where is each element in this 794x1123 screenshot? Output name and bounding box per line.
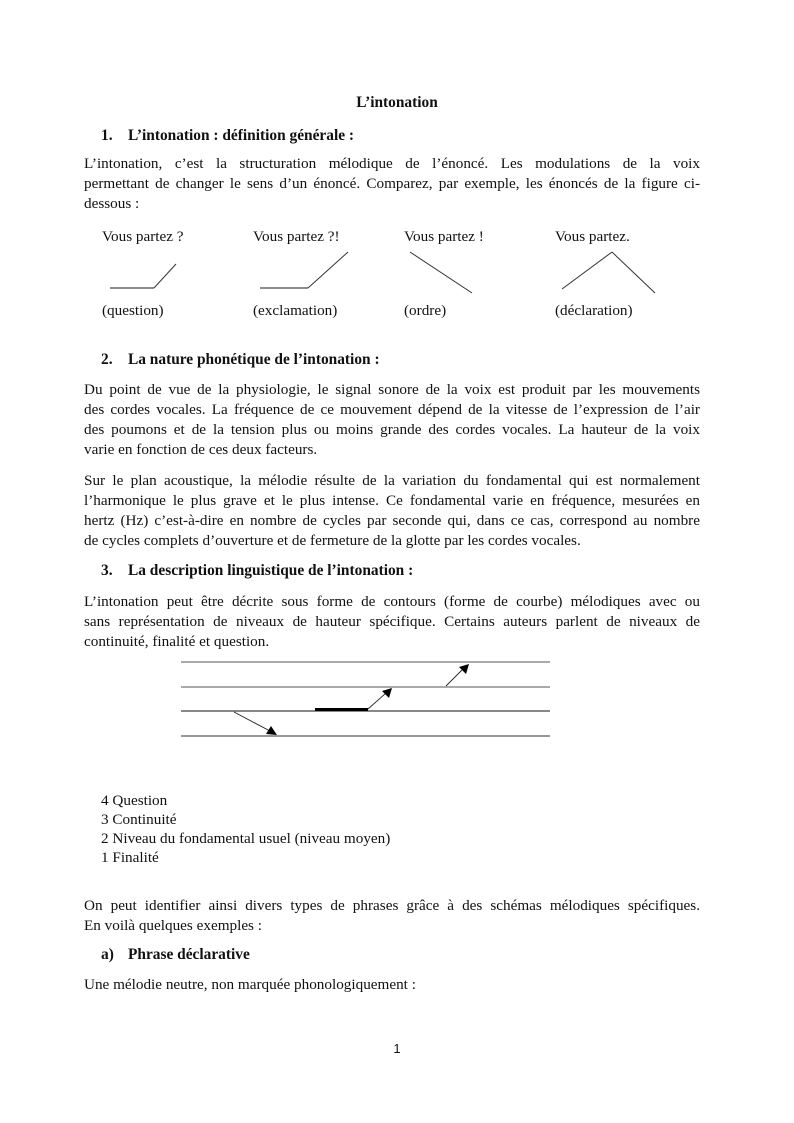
page-title: L’intonation <box>356 94 438 111</box>
section-2-paragraph-2 <box>84 471 700 551</box>
utterance-label: Vous partez ? <box>102 228 184 245</box>
intonation-levels-diagram <box>181 662 550 736</box>
utterance-label: Vous partez ! <box>404 228 484 245</box>
order-contour-icon <box>410 252 472 293</box>
contour-type-label: (exclamation) <box>253 302 338 319</box>
contour-type-label: (question) <box>102 302 164 319</box>
arrow-down-icon <box>234 712 277 735</box>
subsection-title: Phrase déclarative <box>128 946 250 963</box>
section-number: 1. <box>101 127 113 144</box>
section-2-paragraph-1 <box>84 380 700 460</box>
arrow-up-icon <box>368 688 392 709</box>
text-line: L’intonation, c’est la structuration mélodique de l’énoncé. Les modulations de la voix <box>84 155 700 172</box>
levels-legend <box>101 791 390 867</box>
exclamation-contour-icon <box>260 252 348 288</box>
text-line: l’harmonique le plus grave et le plus intense. Ce fondamental varie en fréquence, mesurées en <box>84 492 700 509</box>
section-title: La nature phonétique de l’intonation : <box>128 351 380 368</box>
legend-item: 1 Finalité <box>101 849 159 866</box>
text-line: des cordes vocales. La fréquence de ce mouvement dépend de la vitesse de l’expression de l’air <box>84 401 700 418</box>
utterance-label: Vous partez. <box>555 228 630 245</box>
contour-type-label: (ordre) <box>404 302 447 319</box>
section-title: L’intonation : définition générale : <box>128 127 355 144</box>
text-line: Sur le plan acoustique, la mélodie résulte de la variation du fondamental qui est normalement <box>84 472 700 489</box>
text-line: continuité, finalité et question. <box>84 633 270 650</box>
question-contour-icon <box>110 264 176 288</box>
declaration-contour-icon <box>562 252 655 293</box>
text-line: dessous : <box>84 195 140 212</box>
subsection-a-text: Une mélodie neutre, non marquée phonologiquement : <box>84 976 416 993</box>
text-line: de cycles complets d’ouverture et de fermeture de la glotte par les cordes vocales. <box>84 532 581 549</box>
page-number: 1 <box>393 1041 401 1056</box>
text-line: En voilà quelques exemples : <box>84 917 262 934</box>
section-3-paragraph <box>84 592 700 652</box>
text-line: permettant de changer le sens d’un énoncé. Comparez, par exemple, les énoncés de la figure ci- <box>84 175 700 192</box>
section-number: 3. <box>101 562 113 579</box>
text-line: sans représentation de niveaux de hauteur spécifique. Certains auteurs parlent de niveaux de <box>84 613 700 630</box>
text-line: varie en fonction de ces deux facteurs. <box>84 441 318 458</box>
section-3-heading <box>101 562 413 580</box>
section-title: La description linguistique de l’intonation : <box>128 562 414 579</box>
text-line: Du point de vue de la physiologie, le signal sonore de la voix est produit par les mouvements <box>84 381 700 398</box>
legend-item: 3 Continuité <box>101 811 177 828</box>
arrow-up-icon <box>446 664 469 686</box>
legend-item: 2 Niveau du fondamental usuel (niveau moyen) <box>101 830 391 847</box>
text-line: des poumons et de la tension plus ou moins grande des cordes vocales. La hauteur de la voix <box>84 421 700 438</box>
examples-intro-paragraph <box>84 896 700 936</box>
section-number: 2. <box>101 351 113 368</box>
text-line: On peut identifier ainsi divers types de phrases grâce à des schémas mélodiques spécifiques. <box>84 897 700 914</box>
section-2-heading <box>101 351 380 369</box>
subsection-a-heading <box>101 946 250 964</box>
utterance-label: Vous partez ?! <box>253 228 340 245</box>
text-line: hertz (Hz) c’est-à-dire en nombre de cycles par seconde qui, dans ce cas, correspond au nombre <box>84 512 700 529</box>
subsection-number: a) <box>101 946 114 963</box>
text-line: L’intonation peut être décrite sous forme de contours (forme de courbe) mélodiques avec ou <box>84 593 700 610</box>
legend-item: 4 Question <box>101 792 168 809</box>
contour-type-label: (déclaration) <box>555 302 633 319</box>
